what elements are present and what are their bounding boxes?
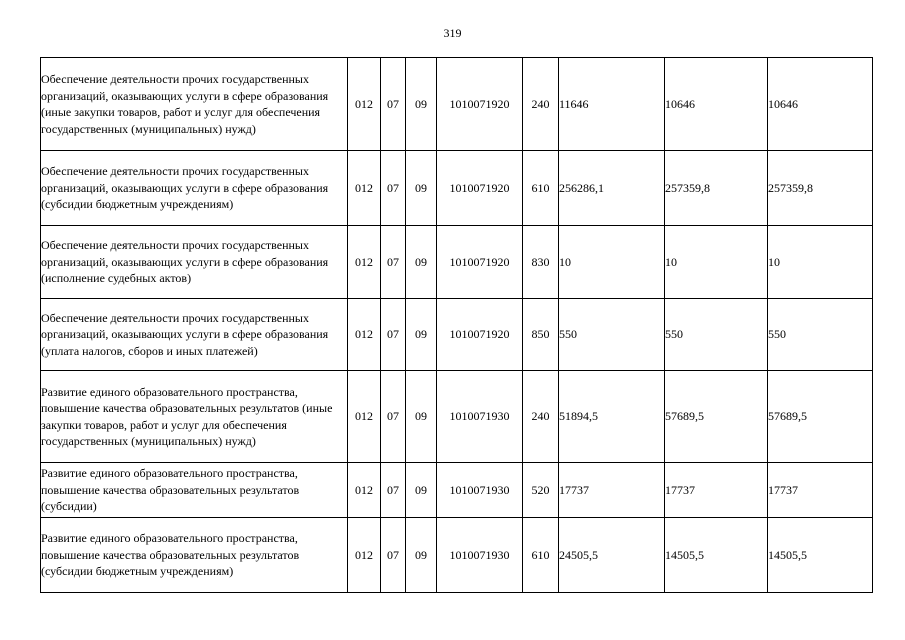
table-row (41, 299, 873, 371)
amount-year-3: 10646 (768, 58, 873, 151)
subsection-code: 09 (406, 518, 437, 593)
section-code: 07 (381, 299, 406, 371)
amount-year-1: 256286,1 (559, 151, 665, 226)
amount-year-3: 10 (768, 226, 873, 299)
section-code: 07 (381, 371, 406, 463)
section-code: 07 (381, 518, 406, 593)
table-row (41, 518, 873, 593)
target-article-code: 1010071930 (437, 463, 523, 518)
ministry-code: 012 (348, 226, 381, 299)
expense-type-code: 850 (523, 299, 559, 371)
row-description: Обеспечение деятельности прочих государственных организаций, оказывающих услуги в сфере образования (исполнение судебных актов) (41, 226, 348, 299)
expense-type-code: 610 (523, 518, 559, 593)
amount-year-3: 57689,5 (768, 371, 873, 463)
target-article-code: 1010071930 (437, 371, 523, 463)
amount-year-2: 57689,5 (665, 371, 768, 463)
amount-year-1: 24505,5 (559, 518, 665, 593)
ministry-code: 012 (348, 299, 381, 371)
subsection-code: 09 (406, 371, 437, 463)
ministry-code: 012 (348, 58, 381, 151)
amount-year-1: 17737 (559, 463, 665, 518)
subsection-code: 09 (406, 151, 437, 226)
table-row (41, 58, 873, 151)
subsection-code: 09 (406, 463, 437, 518)
amount-year-2: 14505,5 (665, 518, 768, 593)
ministry-code: 012 (348, 518, 381, 593)
expense-type-code: 610 (523, 151, 559, 226)
amount-year-3: 17737 (768, 463, 873, 518)
target-article-code: 1010071920 (437, 151, 523, 226)
amount-year-2: 257359,8 (665, 151, 768, 226)
target-article-code: 1010071930 (437, 518, 523, 593)
budget-table (40, 57, 873, 593)
amount-year-2: 10646 (665, 58, 768, 151)
target-article-code: 1010071920 (437, 299, 523, 371)
amount-year-1: 51894,5 (559, 371, 665, 463)
subsection-code: 09 (406, 299, 437, 371)
expense-type-code: 240 (523, 58, 559, 151)
subsection-code: 09 (406, 58, 437, 151)
ministry-code: 012 (348, 463, 381, 518)
row-description: Обеспечение деятельности прочих государственных организаций, оказывающих услуги в сфере образования (субсидии бюджетным учреждениям) (41, 151, 348, 226)
amount-year-1: 550 (559, 299, 665, 371)
section-code: 07 (381, 463, 406, 518)
expense-type-code: 520 (523, 463, 559, 518)
amount-year-2: 10 (665, 226, 768, 299)
section-code: 07 (381, 151, 406, 226)
section-code: 07 (381, 58, 406, 151)
row-description: Развитие единого образовательного пространства, повышение качества образовательных результатов (субсидии бюджетным учреждениям) (41, 518, 348, 593)
amount-year-3: 14505,5 (768, 518, 873, 593)
amount-year-3: 257359,8 (768, 151, 873, 226)
table-row (41, 151, 873, 226)
target-article-code: 1010071920 (437, 58, 523, 151)
table-row (41, 226, 873, 299)
table-row (41, 371, 873, 463)
amount-year-1: 11646 (559, 58, 665, 151)
row-description: Развитие единого образовательного пространства, повышение качества образовательных результатов (субсидии) (41, 463, 348, 518)
subsection-code: 09 (406, 226, 437, 299)
expense-type-code: 240 (523, 371, 559, 463)
expense-type-code: 830 (523, 226, 559, 299)
page-number: 319 (443, 26, 462, 40)
table-row (41, 463, 873, 518)
amount-year-2: 550 (665, 299, 768, 371)
target-article-code: 1010071920 (437, 226, 523, 299)
amount-year-3: 550 (768, 299, 873, 371)
amount-year-1: 10 (559, 226, 665, 299)
amount-year-2: 17737 (665, 463, 768, 518)
section-code: 07 (381, 226, 406, 299)
ministry-code: 012 (348, 151, 381, 226)
row-description: Обеспечение деятельности прочих государственных организаций, оказывающих услуги в сфере образования (уплата налогов, сборов и иных платежей) (41, 299, 348, 371)
row-description: Развитие единого образовательного пространства, повышение качества образовательных результатов (иные закупки товаров, работ и услуг для обеспечения государственных (муниципальных) нужд) (41, 371, 348, 463)
ministry-code: 012 (348, 371, 381, 463)
row-description: Обеспечение деятельности прочих государственных организаций, оказывающих услуги в сфере образования (иные закупки товаров, работ и услуг для обеспечения государственных (муниципальных) нужд) (41, 58, 348, 151)
